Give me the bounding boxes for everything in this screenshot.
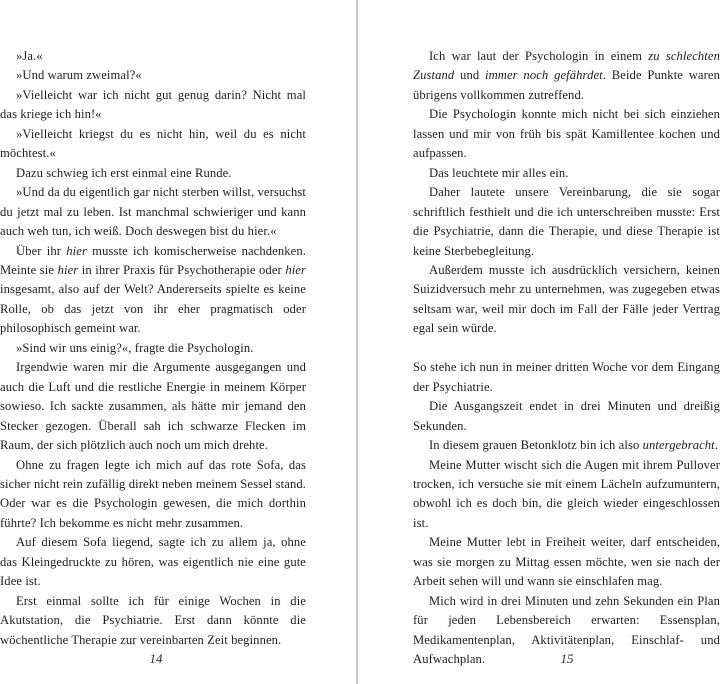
text-run: In diesem grauen Betonklotz bin ich also [429,438,643,453]
text-run: »Ja.« [16,49,43,63]
left-page [0,0,356,684]
paragraph [413,105,720,163]
text-run: . [714,438,719,453]
text-run: Ohne zu fragen legte ich mich auf das rote Sofa, das sicher nicht rein zufällig direkt neben meinem Sessel stand. Oder war es die Psychologin gewesen, die mich dorthin führte? Ich bekomme es nicht mehr zusammen. [0,457,306,530]
paragraph [0,125,306,164]
right-page [361,0,720,684]
paragraph [413,533,720,591]
emphasis-text: hier [285,262,306,277]
emphasis-text: hier [66,243,87,258]
paragraph [0,183,306,241]
paragraph [413,183,720,261]
text-run: Über ihr [16,243,67,258]
paragraph [0,242,306,339]
text-run: musste ich komischerweise nachdenken. Meinte sie [0,243,306,277]
text-run: Erst einmal sollte ich für einige Wochen in die Akutstation, die Psychiatrie. Erst dann könnte die wöchentliche Therapie zur vereinbarten Zeit beginnen. [0,593,306,647]
text-run: Irgendwie waren mir die Argumente ausgegangen und auch die Luft und die restliche Energie in meinem Körper sowieso. Ich sackte zusammen, als hätte mir jemand den Stecker gezogen. Überall sah ich schwarze Flecken im Raum, der sich plötzlich auch noch um mich drehte. [0,360,306,453]
text-run: Dazu schwieg ich erst einmal eine Runde. [16,165,232,180]
right-page-body [413,47,720,669]
text-run: Auf diesem Sofa liegend, sagte ich zu allem ja, ohne das Kleingedruckte zu hören, was eigentlich nie eine gute Idee ist. [0,535,306,589]
text-run: Die Psychologin konnte mich nicht bei sich einziehen lassen und mir von früh bis spät Kamillentee kochen und aufpassen. [413,107,720,161]
paragraph [0,533,306,591]
text-run: »Vielleicht kriegst du es nicht hin, weil du es nicht möchtest.« [0,126,306,161]
text-run: »Und da du eigentlich gar nicht sterben willst, versuchst du jetzt mal zu leben. Ist manchmal schwieriger und kann auch weh tun, ich weiß. Doch deswegen bist du hier.« [0,185,306,239]
text-run: Mich wird in drei Minuten und zehn Sekunden ein Plan für jeden Lebensbereich erwarten: Essensplan, Medikamentenplan, Aktivitätenplan, Einschlaf- und Aufwachplan. [413,593,720,667]
left-page-number: 14 [149,651,163,666]
text-run: Daher lautete unsere Vereinbarung, die sie sogar schriftlich festhielt und die ich unterschreiben musste: Erst die Psychiatrie, dann die Therapie, und diese Therapie ist keine Sterbebegleitung. [413,185,720,258]
text-run: Meine Mutter wischt sich die Augen mit ihrem Pullover trocken, ich versuche sie mit einem Lächeln aufzumuntern, obwohl ich es doch bin, die gleich wieder eingeschlossen ist. [413,457,720,530]
paragraph [0,66,306,85]
paragraph [413,47,720,105]
emphasis-text: hier [57,262,79,277]
text-run: insgesamt, also auf der Welt? Andererseits spielte es keine Rolle, ob das jetzt von ihr eher pragmatisch oder philosophisch gemeint war. [0,282,306,336]
paragraph [413,164,720,183]
text-run: Meine Mutter lebt in Freiheit weiter, darf entscheiden, was sie morgen zu Mittag essen möchte, wen sie nach der Arbeit sehen will und wann sie einschlafen mag. [413,535,720,589]
emphasis-text: untergebracht [642,438,715,453]
text-run: Ich war laut der Psychologin in einem [429,49,649,63]
text-run: »Vielleicht war ich nicht gut genug darin? Nicht mal das kriege ich hin!« [0,87,306,122]
emphasis-text: immer noch gefährdet [485,68,603,83]
text-run: So stehe ich nun in meiner dritten Woche vor dem Eingang der Psychiatrie. [413,360,720,394]
paragraph [0,339,306,358]
text-run: Außerdem musste ich ausdrücklich versichern, keinen Suizidversuch mehr zu unternehmen, was zugegeben etwas seltsam war, weil mir doch im Fall der Fälle jeder Vertrag egal sein würde. [413,262,720,336]
paragraph [0,358,306,455]
right-page-number: 15 [560,651,574,666]
text-run: . Beide Punkte waren übrigens vollkommen zutreffend. [413,68,720,102]
paragraph [0,86,306,125]
text-run: »Und warum zweimal?« [16,68,142,83]
paragraph [413,436,720,455]
paragraph [0,592,306,650]
paragraph [413,397,720,436]
paragraph [413,358,720,397]
text-run: »Sind wir uns einig?«, fragte die Psychologin. [16,340,254,355]
left-page-body [0,47,306,650]
emphasis-text: zu schlechten Zustand [413,49,720,83]
paragraph [413,261,720,339]
paragraph [0,164,306,183]
text-run: Das leuchtete mir alles ein. [429,165,569,180]
paragraph [413,456,720,534]
text-run: und [454,68,485,83]
paragraph [0,47,306,66]
text-run: Die Ausgangszeit endet in drei Minuten und dreißig Sekunden. [413,399,720,433]
book-gutter [356,0,358,684]
text-run: in ihrer Praxis für Psychotherapie oder [78,262,286,277]
paragraph [0,456,306,534]
